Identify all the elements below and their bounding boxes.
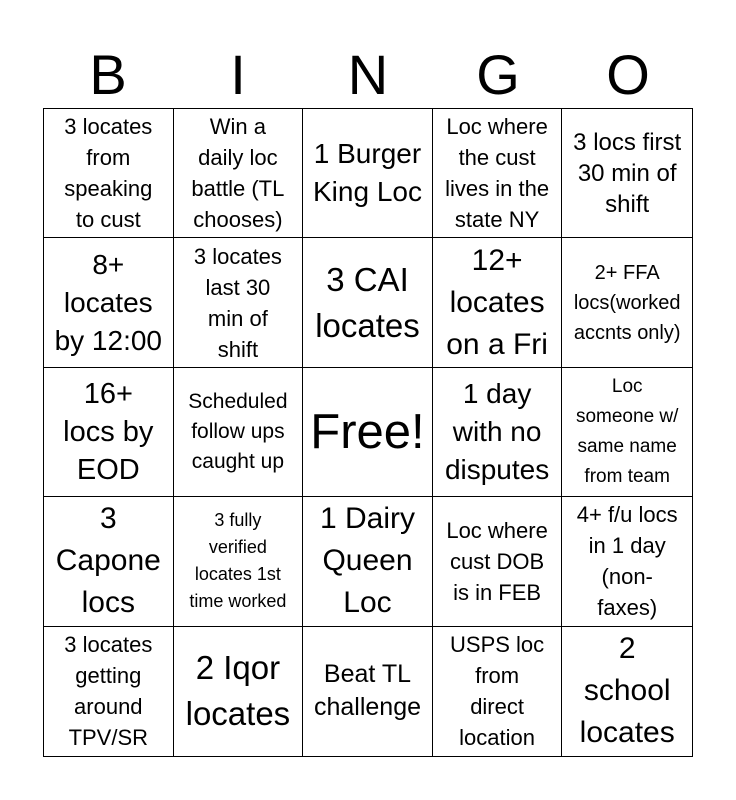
bingo-cell: 2 school locates: [579, 632, 675, 750]
bingo-cell: 3 locates getting around TPV/SR: [44, 627, 174, 756]
bingo-cell: 3 Capone locs: [44, 497, 174, 626]
bingo-cell: 1 Burger King Loc: [303, 109, 433, 238]
header-letter-b: B: [89, 43, 127, 106]
bingo-cell: 12+ locates on a Fri: [433, 238, 563, 367]
header-letter-g: G: [476, 43, 520, 106]
bingo-cell: Win a daily loc battle (TL chooses): [174, 109, 304, 238]
bingo-cell: Loc someone w/ same name from team: [562, 368, 692, 497]
bingo-cell: 2+ FFA locs(worked accnts only): [562, 238, 692, 367]
bingo-cell: Scheduled follow ups caught up: [174, 368, 304, 497]
bingo-header: [43, 44, 693, 106]
header-letter-i: I: [230, 43, 246, 106]
bingo-cell: Beat TL challenge: [303, 627, 433, 756]
bingo-cell: 8+ locates by 12:00: [44, 238, 174, 367]
bingo-cell: USPS loc from direct location: [433, 627, 563, 756]
bingo-cell: Loc where cust DOB is in FEB: [433, 497, 563, 626]
bingo-cell: Loc where the cust lives in the state NY: [433, 109, 563, 238]
bingo-cell: 3 locates from speaking to cust: [44, 109, 174, 238]
bingo-cell: 16+ locs by EOD: [44, 368, 174, 497]
bingo-cell: 3 locates last 30 min of shift: [174, 238, 304, 367]
header-letter-n: N: [347, 43, 389, 106]
bingo-cell-free: Free!: [303, 368, 433, 497]
bingo-cell: 3 locs first 30 min of shift: [562, 109, 692, 238]
bingo-cell: 4+ f/u locs in 1 day (non- faxes): [562, 497, 692, 626]
bingo-cell: 1 day with no disputes: [433, 368, 563, 497]
bingo-cell: 3 CAI locates: [303, 238, 433, 367]
bingo-cell: 2 Iqor locates: [174, 627, 304, 756]
bingo-cell: 1 Dairy Queen Loc: [303, 497, 433, 626]
bingo-cell: 3 fully verified locates 1st time worked: [174, 497, 304, 626]
header-letter-o: O: [606, 43, 650, 106]
bingo-grid: [43, 108, 693, 757]
